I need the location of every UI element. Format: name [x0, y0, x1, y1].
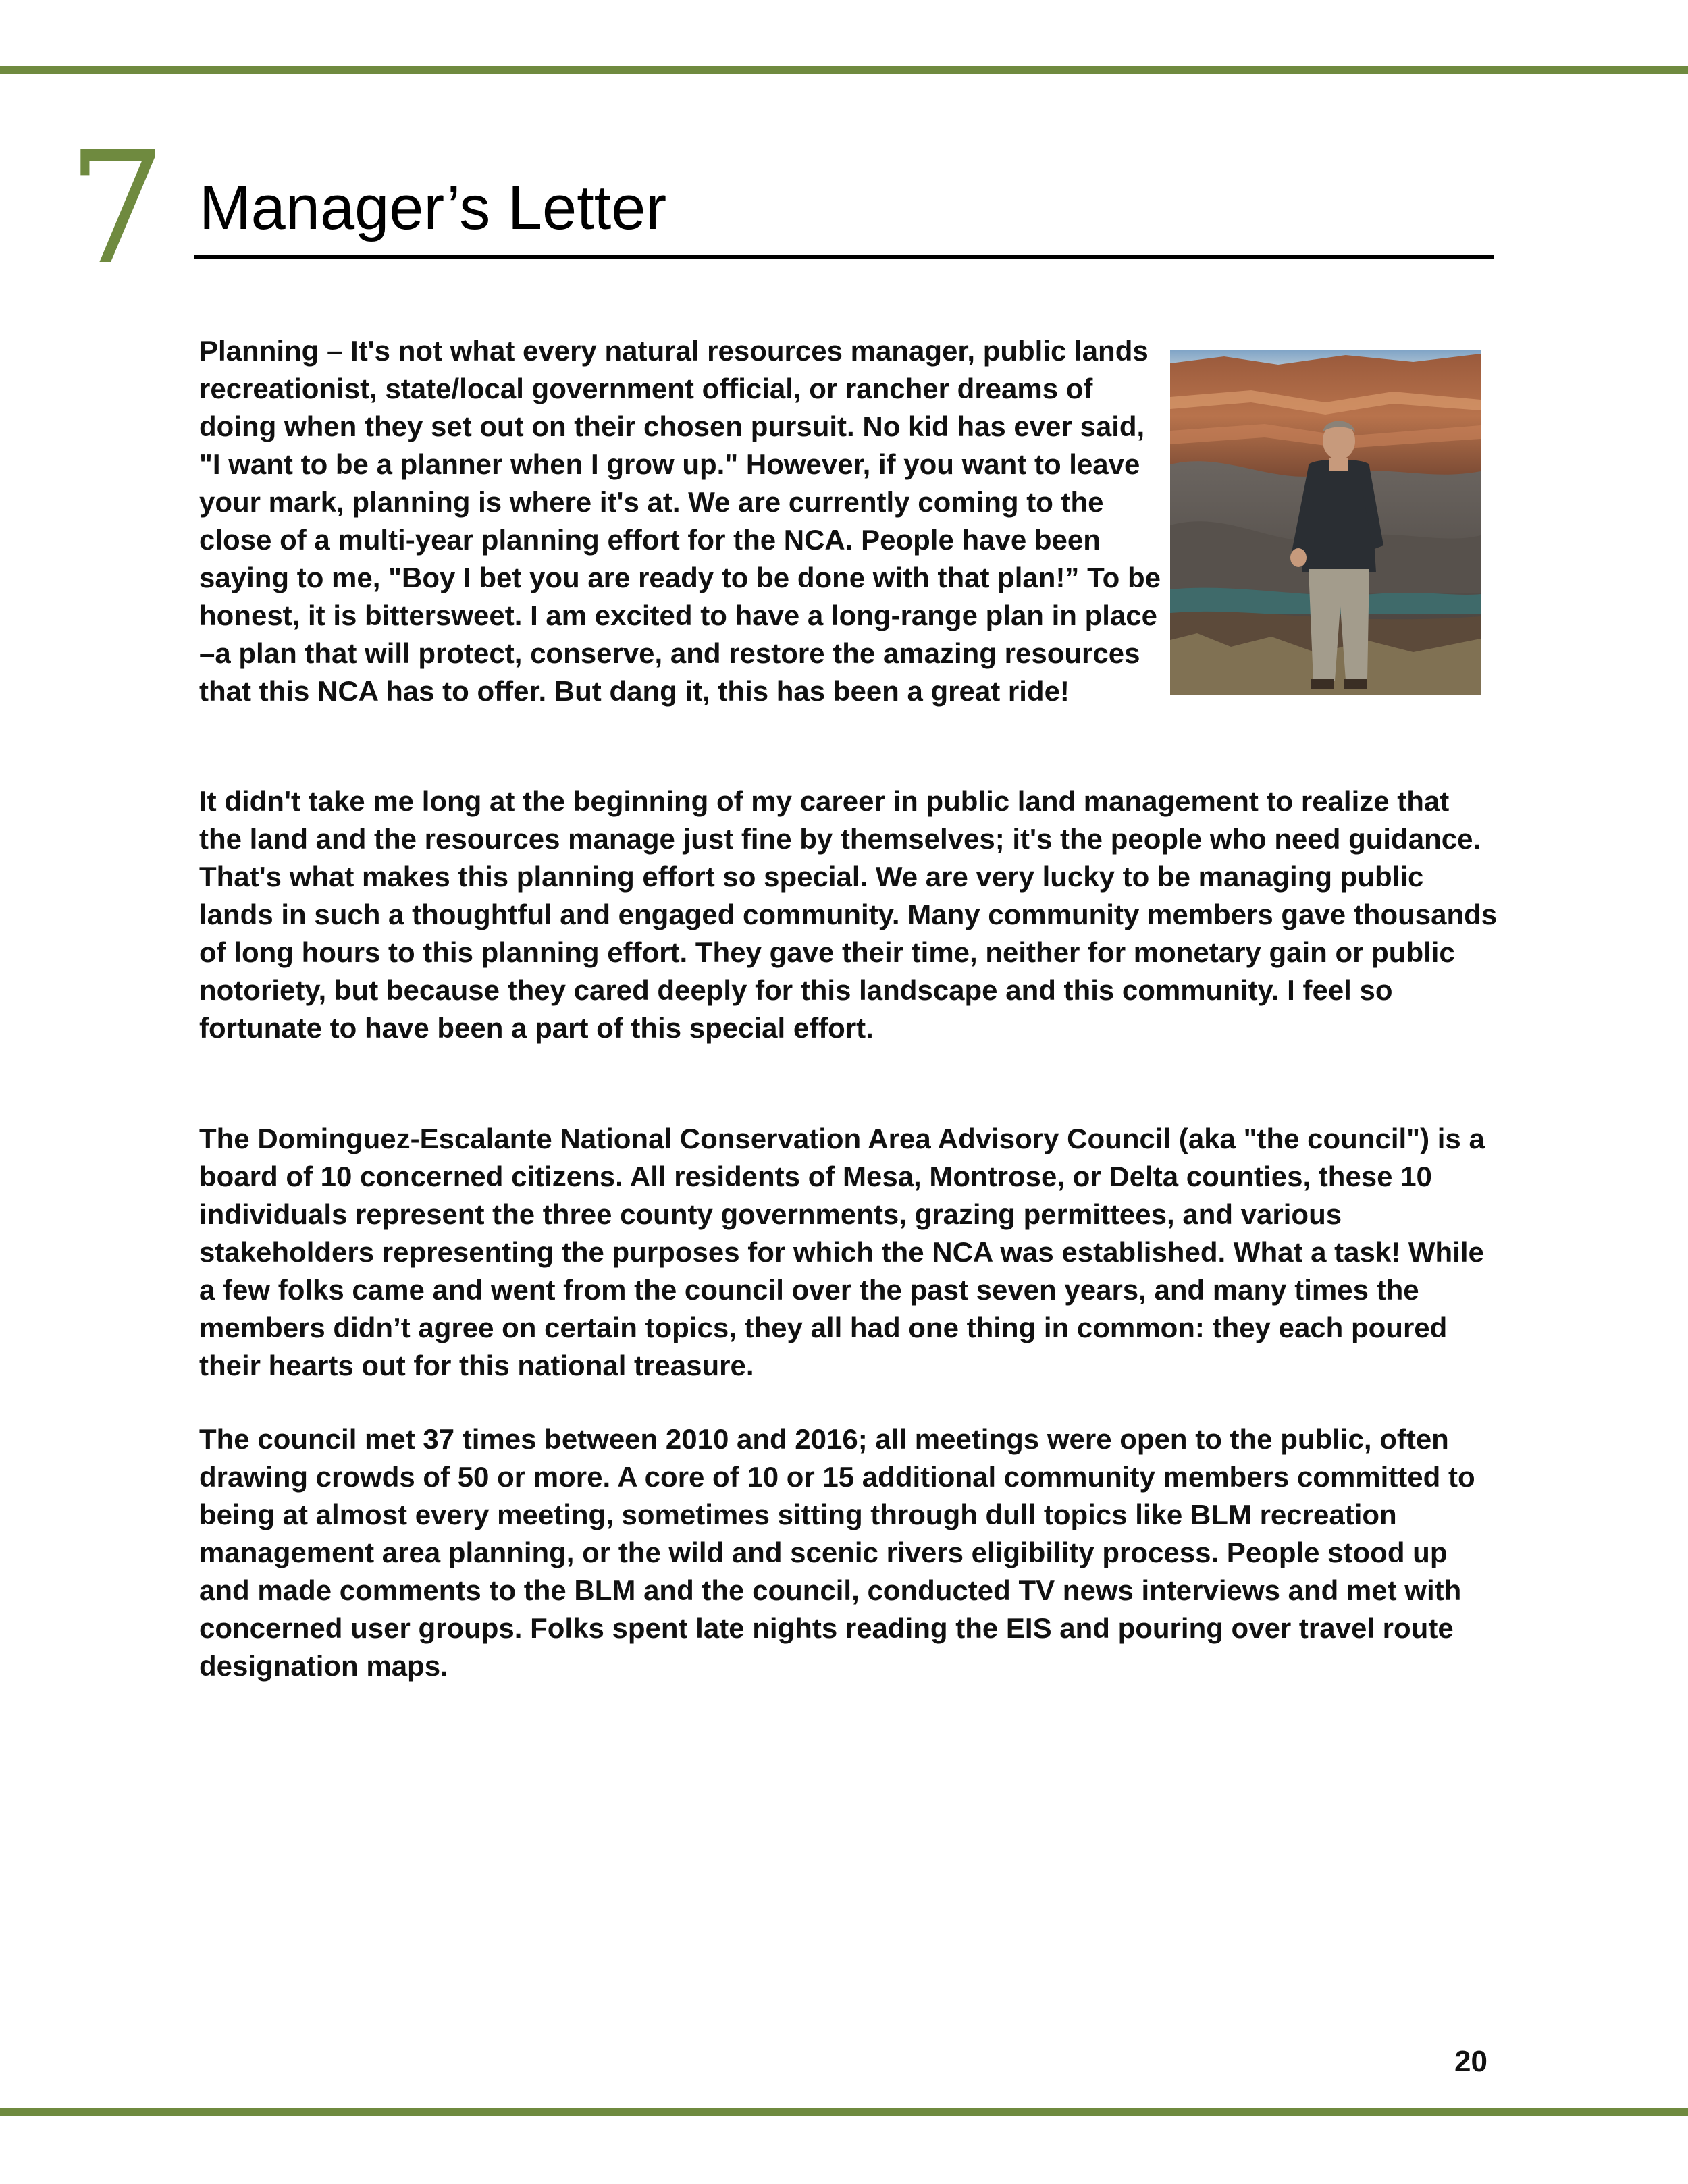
title-underline [194, 255, 1494, 259]
paragraph-3: The Dominguez-Escalante National Conservation Area Advisory Council (aka "the council") is a board of 10 concerned citizens. All residents of Mesa, Montrose, or Delta counties, these 10 individuals represent the three county governments, grazing permittees, and various stakeholders representing the purposes for which the NCA was established. What a task! While a few folks came and went from the council over the past seven years, and many times the members didn’t agree on certain topics, they all had one thing in common: they each poured their hearts out for this national treasure. [199, 1123, 1485, 1381]
bottom-accent-rule [0, 2108, 1688, 2116]
paragraph-2: It didn't take me long at the beginning of my career in public land management to realize that the land and the resources manage just fine by themselves; it's the people who need guidance. That's what makes this planning effort so special. We are very lucky to be managing public lands in such a thoughtful and engaged community. Many community members gave thousands of long hours to this planning effort. They gave their time, neither for monetary gain or public notoriety, but because they cared deeply for this landscape and this community. I feel so fortunate to have been a part of this special effort. [199, 785, 1498, 1044]
page-title: Manager’s Letter [199, 174, 667, 242]
page-number: 20 [1454, 2045, 1487, 2078]
paragraph-4: The council met 37 times between 2010 and 2016; all meetings were open to the public, often drawing crowds of 50 or more. A core of 10 or 15 additional community members committed to being at almost every meeting, sometimes sitting through dull topics like BLM recreation management area planning, or the wild and scenic rivers eligibility process. People stood up and made comments to the BLM and the council, conducted TV news interviews and met with concerned user groups. Folks spent late nights reading the EIS and pouring over travel route designation maps. [199, 1423, 1475, 1682]
top-accent-rule [0, 66, 1688, 74]
chapter-number: 7 [68, 119, 167, 299]
paragraph-1: Planning – It's not what every natural resources manager, public lands recreationist, state/local government official, or rancher dreams of doing when they set out on their chosen pursuit. No kid has ever said, "I want to be a planner when I grow up." However, if you want to leave your mark, planning is where it's at. We are currently coming to the close of a multi-year planning effort for the NCA. People have been saying to me, "Boy I bet you are ready to be done with that plan!” To be honest, it is bittersweet. I am excited to have a long-range plan in place –a plan that will protect, conserve, and restore the amazing resources that this NCA has to offer. But dang it, this has been a great ride! [199, 335, 1161, 707]
manager-portrait-photo [1170, 350, 1481, 695]
